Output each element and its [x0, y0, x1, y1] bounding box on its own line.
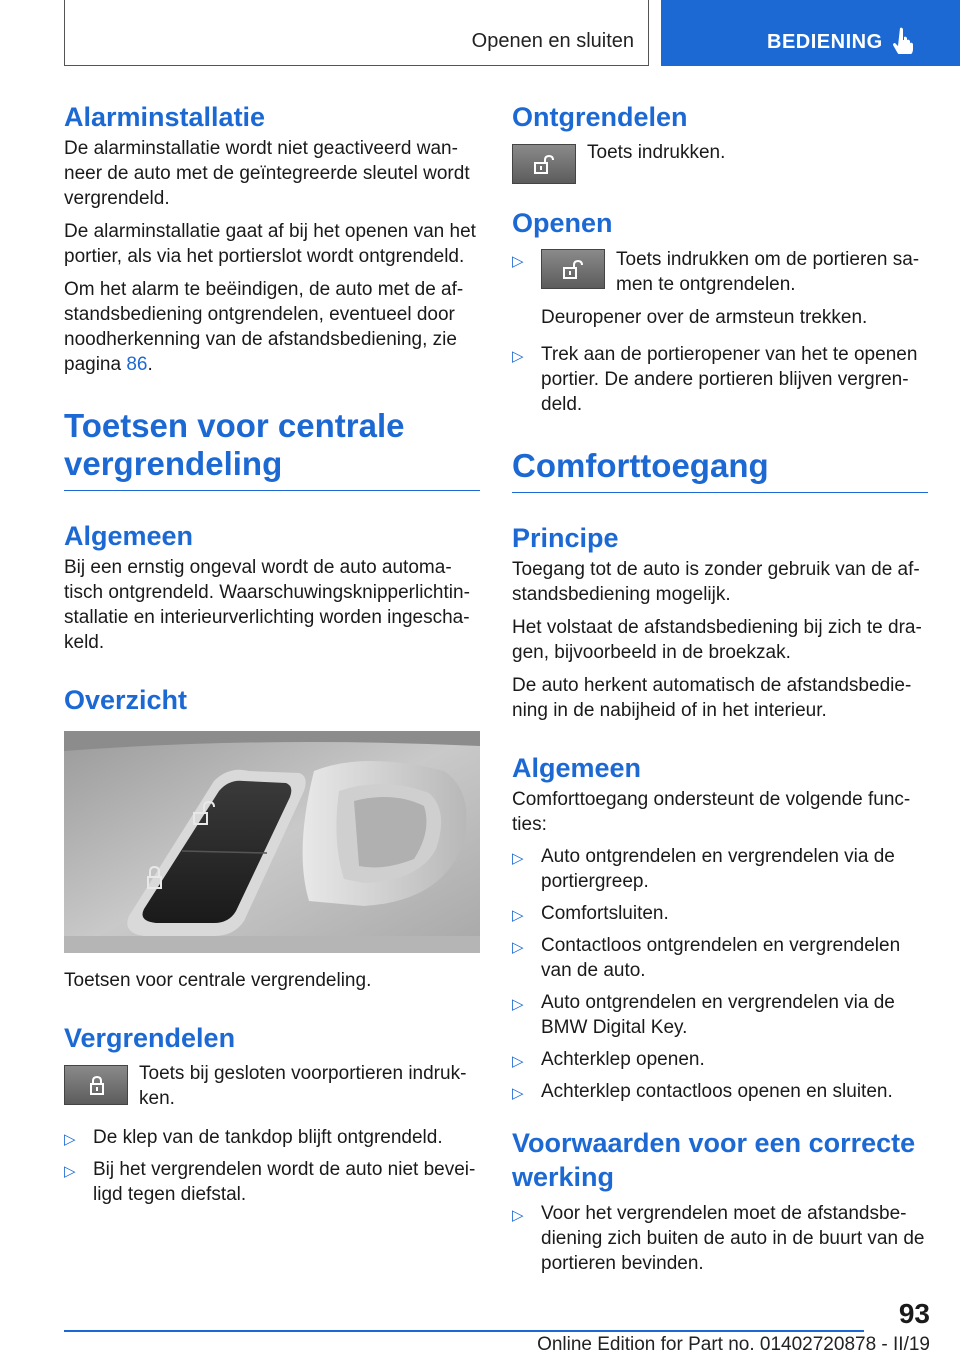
ontgrendelen-instruction [512, 140, 928, 180]
list-item: ▷ Achterklep contactloos openen en sluiten. [512, 1079, 928, 1104]
edition-line: Online Edition for Part no. 01402720878 - II/19 [537, 1334, 930, 1355]
unlock-key-icon [541, 249, 605, 289]
alarm-paragraph-1: De alarminstallatie wordt niet geactiveerd wanneer de auto met de geïntegreerde sleutel wordt vergrendeld. [64, 138, 470, 209]
principe-paragraph-1: Toegang tot de auto is zonder gebruik van de afstandsbediening mogelijk. [512, 559, 920, 605]
heading-voorwaarden: Voorwaarden voor een correcte werking [512, 1128, 916, 1192]
heading-comforttoegang: Comforttoegang [512, 447, 928, 493]
bullet-triangle-icon: ▷ [512, 850, 524, 867]
heading-openen: Openen [512, 208, 613, 238]
list-item: ▷ Voor het vergrendelen moet de afstandsbediening zich buiten de auto in de buurt van de portieren bevinden. [512, 1203, 925, 1274]
heading-toetsen-centrale-vergrendeling: Toetsen voor centrale vergrendeling [64, 407, 480, 491]
heading-alarminstallatie: Alarminstallatie [64, 102, 266, 132]
heading-ontgrendelen: Ontgrendelen [512, 102, 688, 132]
vergrendelen-bullets [64, 1125, 480, 1207]
alarm-paragraph-3 [64, 277, 480, 377]
algemeen-paragraph-right: Comforttoegang ondersteunt de volgende functies: [512, 789, 911, 835]
heading-vergrendelen: Vergrendelen [64, 1023, 236, 1053]
bullet-triangle-icon: ▷ [64, 1163, 76, 1180]
photo-caption: Toetsen voor centrale vergrendeling. [64, 970, 372, 991]
lock-key-icon [64, 1065, 128, 1105]
chapter-tab[interactable] [661, 0, 960, 66]
footer-rule [64, 1330, 864, 1332]
alarm-paragraph-3-text: Om het alarm te beëindigen, de auto met de afstandsbediening ontgrendelen, eventueel door noodherkenning van de afstandsbediening, zie pagina [64, 279, 464, 375]
openen-key-instruction [541, 247, 928, 297]
list-item: ▷ Contactloos ontgrendelen en vergrendelen van de auto. [512, 935, 901, 981]
bullet-triangle-icon: ▷ [512, 348, 524, 365]
vergrendelen-text: Toets bij gesloten voorportieren indrukken. [139, 1063, 467, 1109]
section-title: Openen en sluiten [471, 30, 634, 52]
list-item: ▷ Auto ontgrendelen en vergrendelen via de BMW Digital Key. [512, 992, 895, 1038]
openen-bullet-1-text: Toets indrukken om de portieren samen te ontgrendelen. [616, 249, 920, 295]
page-link-86[interactable]: 86 [126, 354, 148, 375]
openen-bullet-1-sub: Deuropener over de armsteun trekken. [541, 307, 868, 328]
door-lock-buttons-photo [64, 731, 480, 953]
ontgrendelen-text: Toets indrukken. [587, 142, 726, 163]
section-header-box [64, 0, 649, 66]
voorwaarden-bullets [512, 1201, 928, 1276]
bullet-triangle-icon: ▷ [512, 1085, 524, 1102]
bullet-triangle-icon: ▷ [512, 253, 524, 270]
comfort-functions-list [512, 844, 928, 1104]
list-item: ▷ Auto ontgrendelen en vergrendelen via de portiergreep. [512, 846, 895, 892]
bullet-triangle-icon: ▷ [512, 1207, 524, 1224]
heading-overzicht: Overzicht [64, 685, 188, 715]
left-column [64, 100, 480, 1207]
hand-pointer-icon [893, 26, 919, 54]
list-item: ▷ Comfortsluiten. [512, 901, 928, 926]
page-header [0, 0, 960, 66]
right-column [512, 100, 928, 1276]
principe-paragraph-2: Het volstaat de afstandsbediening bij zich te dragen, bijvoorbeeld in de broekzak. [512, 617, 922, 663]
bullet-triangle-icon: ▷ [64, 1131, 76, 1148]
alarm-paragraph-3-end: . [147, 354, 153, 375]
list-item [512, 247, 928, 330]
bullet-triangle-icon: ▷ [512, 1053, 524, 1070]
bullet-triangle-icon: ▷ [512, 996, 524, 1013]
vergrendelen-instruction [64, 1061, 480, 1111]
principe-paragraph-3: De auto herkent automatisch de afstandsbediening in de nabijheid of in het interieur. [512, 675, 912, 721]
unlock-key-icon [512, 144, 576, 184]
heading-principe: Principe [512, 523, 619, 553]
page-number: 93 [898, 1298, 930, 1329]
heading-algemeen-right: Algemeen [512, 753, 642, 783]
list-item: ▷ Trek aan de portieropener van het te openen portier. De andere portieren blijven vergrendeld. [512, 344, 918, 415]
heading-algemeen-left: Algemeen [64, 521, 194, 551]
openen-bullets [512, 247, 928, 417]
algemeen-paragraph-left: Bij een ernstig ongeval wordt de auto automatisch ontgrendeld. Waarschuwingsknipperlichtinstallatie en interieurverlichting worden ingeschakeld. [64, 557, 470, 653]
alarm-paragraph-2: De alarminstallatie gaat af bij het openen van het portier, als via het portierslot wordt ontgrendeld. [64, 221, 476, 267]
list-item: ▷ Achterklep openen. [512, 1047, 928, 1072]
list-item: ▷ De klep van de tankdop blijft ontgrendeld. [64, 1125, 480, 1150]
list-item: ▷ Bij het vergrendelen wordt de auto niet beveiligd tegen diefstal. [64, 1159, 476, 1205]
bullet-triangle-icon: ▷ [512, 939, 524, 956]
chapter-tab-label: BEDIENING [767, 31, 883, 53]
bullet-triangle-icon: ▷ [512, 907, 524, 924]
